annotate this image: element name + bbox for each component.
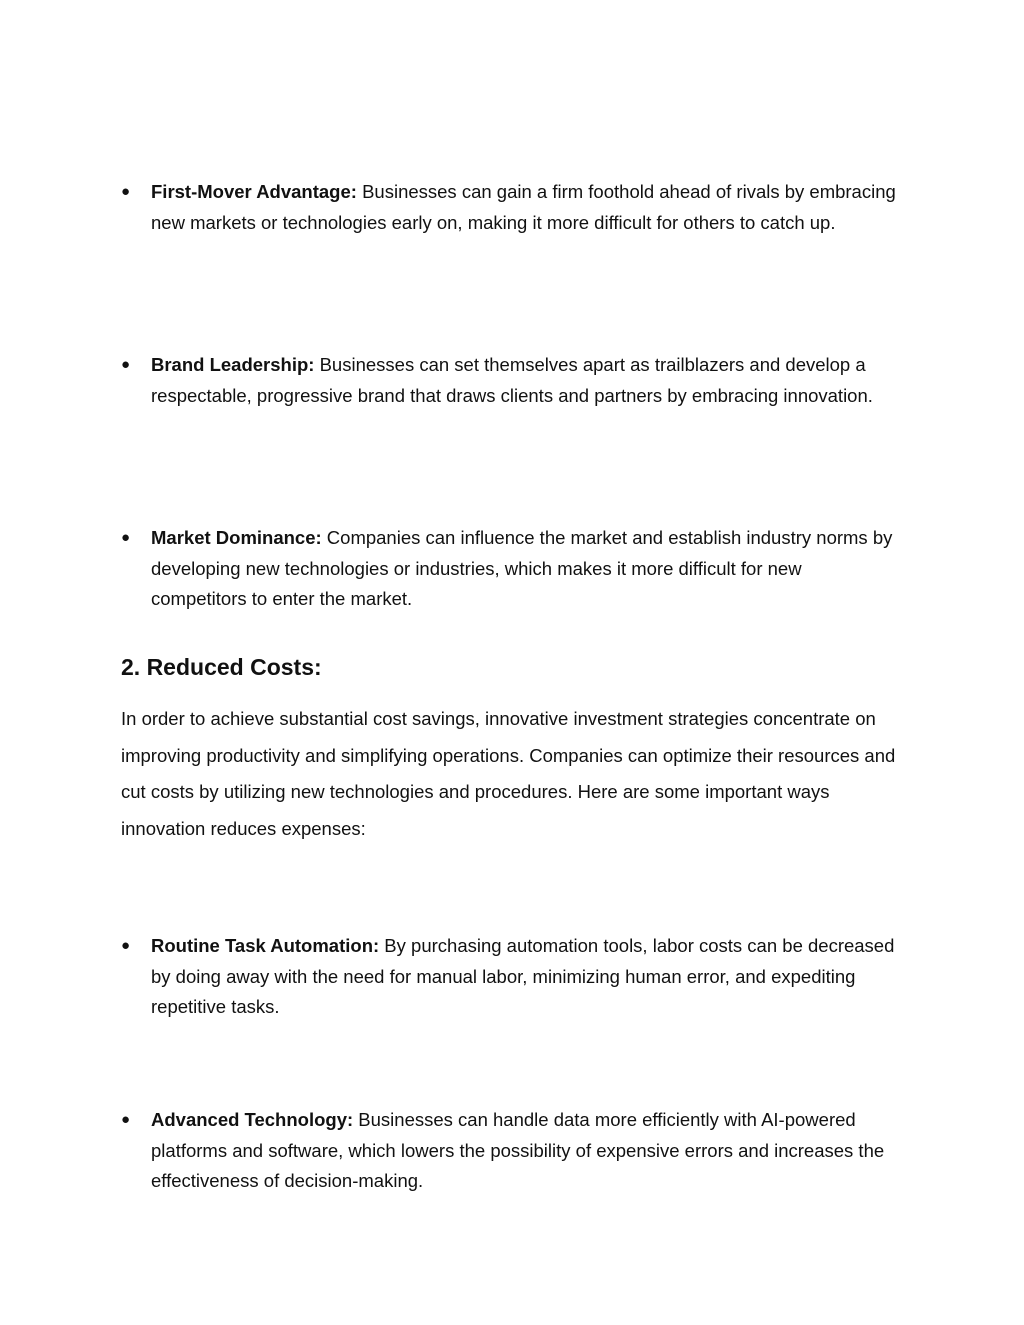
bullet-icon: ● <box>121 183 131 200</box>
bullet-icon: ● <box>121 1111 131 1128</box>
list-item-description: Businesses can handle data more efficiently with AI-powered platforms and software, which lowers the possibility of expensive errors and increases the effectiveness of decision-making. <box>151 1109 885 1191</box>
list-item-term: Market Dominance: <box>151 527 322 548</box>
bullet-icon: ● <box>121 529 131 546</box>
list-item-text <box>151 1105 896 1197</box>
list-item-term: Brand Leadership: <box>151 354 315 375</box>
section-heading: 2. Reduced Costs: <box>121 654 322 680</box>
list-item-term: First-Mover Advantage: <box>151 181 357 202</box>
bullet-icon: ● <box>121 937 131 954</box>
section-paragraph: In order to achieve substantial cost savings, innovative investment strategies concentrate on improving productivity and simplifying operations. Companies can optimize their resources and cut costs by utilizing new technologies and procedures. Here are some important ways innovation reduces expenses: <box>121 708 896 840</box>
list-item-text <box>151 177 896 238</box>
list-item-term: Routine Task Automation: <box>151 935 380 956</box>
list-item-term: Advanced Technology: <box>151 1109 354 1130</box>
list-item-text <box>151 523 896 615</box>
list-item-description: Companies can influence the market and establish industry norms by developing new technologies or industries, which makes it more difficult for new competitors to enter the market. <box>151 527 893 609</box>
list-item-description: Businesses can set themselves apart as trailblazers and develop a respectable, progressive brand that draws clients and partners by embracing innovation. <box>151 354 873 406</box>
list-item-text <box>151 350 896 411</box>
list-item-description: Businesses can gain a firm foothold ahead of rivals by embracing new markets or technologies early on, making it more difficult for others to catch up. <box>151 181 896 233</box>
bullet-icon: ● <box>121 356 131 373</box>
list-item-description: By purchasing automation tools, labor costs can be decreased by doing away with the need for manual labor, minimizing human error, and expediting repetitive tasks. <box>151 935 895 1017</box>
list-item-text <box>151 931 896 1023</box>
